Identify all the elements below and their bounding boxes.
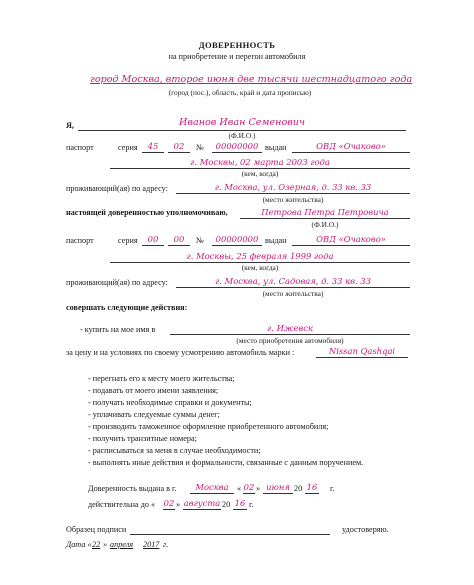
issued-year: 16 xyxy=(306,482,318,492)
issued-month: июня xyxy=(266,482,290,492)
principal-issued-label: выдан xyxy=(265,143,287,152)
car-brand: Nissan Qashqai xyxy=(328,346,396,356)
buy-label: - купить на мое имя в xyxy=(80,325,156,334)
car-brand-line xyxy=(316,357,408,358)
valid-day-line xyxy=(163,509,175,510)
principal-name: Иванов Иван Семенович xyxy=(179,117,305,128)
principal-address-label: проживающий(ая) по адресу: xyxy=(66,184,168,193)
principal-prefix: Я, xyxy=(66,121,74,130)
principal-issued-by: ОВД «Очаково» xyxy=(316,141,386,151)
principal-series-2-line xyxy=(168,152,190,153)
principal-number-line xyxy=(212,152,262,153)
document-subtitle: на приобретение и перегон автомобиля xyxy=(168,52,306,61)
issued-year-line xyxy=(305,493,319,494)
principal-series-1-line xyxy=(142,152,164,153)
principal-address-caption: (место жительства) xyxy=(262,195,324,204)
buy-caption: (место приобретения автомобиля) xyxy=(236,336,344,345)
date-year: 2017 xyxy=(143,540,160,549)
price-label: за цену и на условиях по своему усмотрению автомобиль марки : xyxy=(66,348,295,357)
date-suffix: г. xyxy=(163,540,169,549)
attorney-number: 00000000 xyxy=(215,234,259,244)
principal-issue-caption: (кем, когда) xyxy=(241,169,279,178)
action-item: - производить таможенное оформление приобретенного автомобиля; xyxy=(88,422,329,431)
attorney-issue-caption: (кем, когда) xyxy=(241,263,279,272)
place-date-caption: (город (пос.), область, край и дата прописью) xyxy=(168,88,312,97)
valid-year: 16 xyxy=(234,498,246,508)
principal-name-caption: (Ф.И.О.) xyxy=(228,131,256,140)
attorney-series-label: серия xyxy=(118,236,138,245)
signature-label: Образец подписи xyxy=(66,525,127,534)
issued-quote-open: « xyxy=(237,484,242,493)
attorney-series-1: 00 xyxy=(147,234,159,244)
principal-series-2: 02 xyxy=(173,141,185,151)
valid-month: августа xyxy=(183,498,221,508)
valid-quote-close: » xyxy=(176,500,181,509)
attorney-issue-date: г. Москвы, 25 февраля 1999 года xyxy=(186,251,334,261)
principal-passport-label: паспорт xyxy=(66,143,94,152)
valid-year-line xyxy=(233,509,247,510)
action-item: - расписываться за меня в случае необходимости; xyxy=(88,446,261,455)
principal-address-line xyxy=(176,193,410,194)
attorney-issued-by: ОВД «Очаково» xyxy=(316,234,386,244)
date-quote: » xyxy=(103,540,108,549)
buy-place-line xyxy=(170,334,410,335)
issued-label: Доверенность выдана в г. xyxy=(88,484,177,493)
principal-series-label: серия xyxy=(118,143,138,152)
principal-address: г. Москва, ул. Озерная, д. 33 кв. 33 xyxy=(214,182,372,192)
attorney-series-2-line xyxy=(168,245,190,246)
action-item: - подавать от моего имени заявления; xyxy=(88,386,219,395)
issued-year-suffix: г. xyxy=(330,484,335,493)
attorney-address-label: проживающий(ая) по адресу: xyxy=(66,278,168,287)
principal-number: 00000000 xyxy=(215,141,259,151)
principal-number-label: № xyxy=(196,143,204,152)
valid-year-prefix: 20 xyxy=(222,500,231,509)
issued-city: Москва xyxy=(195,482,229,492)
signature-line xyxy=(130,534,330,535)
attorney-passport-label: паспорт xyxy=(66,236,94,245)
attorney-name-caption: (Ф.И.О.) xyxy=(311,220,339,229)
document-title: ДОВЕРЕННОСТЬ xyxy=(198,40,276,50)
valid-day: 02 xyxy=(163,498,175,508)
attorney-issued-by-line xyxy=(292,245,410,246)
buy-place: г. Ижевск xyxy=(267,323,313,333)
attorney-label: настоящей доверенностью уполномочиваю, xyxy=(66,208,228,217)
attorney-address-line xyxy=(176,287,410,288)
valid-year-suffix: г. xyxy=(249,500,254,509)
principal-issue-date: г. Москвы, 02 марта 2003 года xyxy=(190,157,330,167)
action-item: - перегнать его к месту моего жительства; xyxy=(88,374,235,383)
valid-label: действительна до « xyxy=(88,500,156,509)
place-date-value: город Москва, второе июня две тысячи шестнадцатого года xyxy=(90,74,413,85)
attorney-series-1-line xyxy=(142,245,164,246)
attorney-issued-label: выдан xyxy=(265,236,287,245)
attorney-address: г. Москва, ул. Садовая, д. 33 кв. 33 xyxy=(215,276,371,286)
principal-issued-by-line xyxy=(292,152,410,153)
issued-day: 02 xyxy=(243,482,255,492)
attorney-number-label: № xyxy=(196,236,204,245)
action-item: - получить транзитные номера; xyxy=(88,434,197,443)
date-day: 22 xyxy=(92,540,101,549)
date-month: апреля xyxy=(110,540,134,549)
issued-year-prefix: 20 xyxy=(294,484,303,493)
attorney-name-line xyxy=(240,218,410,219)
principal-series-1: 45 xyxy=(147,141,159,151)
action-item: - выполнять иные действия и формальности, связанные с данным поручением. xyxy=(88,458,364,467)
actions-heading: совершать следующие действия: xyxy=(66,303,188,312)
issued-city-line xyxy=(190,493,234,494)
date-prefix: Дата « xyxy=(66,540,92,549)
attorney-address-caption: (место жительства) xyxy=(262,289,324,298)
issued-month-line xyxy=(263,493,293,494)
issued-quote-close: » xyxy=(256,484,261,493)
attorney-series-2: 00 xyxy=(173,234,185,244)
attorney-number-line xyxy=(212,245,262,246)
signature-certify: удостоверяю. xyxy=(342,525,389,534)
valid-month-line xyxy=(183,509,221,510)
attorney-name: Петрова Петра Петровича xyxy=(261,207,389,217)
action-item: - получать необходимые справки и документы; xyxy=(88,398,252,407)
issued-day-line xyxy=(243,493,255,494)
action-item: - уплачивать следуемые суммы денег; xyxy=(88,410,220,419)
